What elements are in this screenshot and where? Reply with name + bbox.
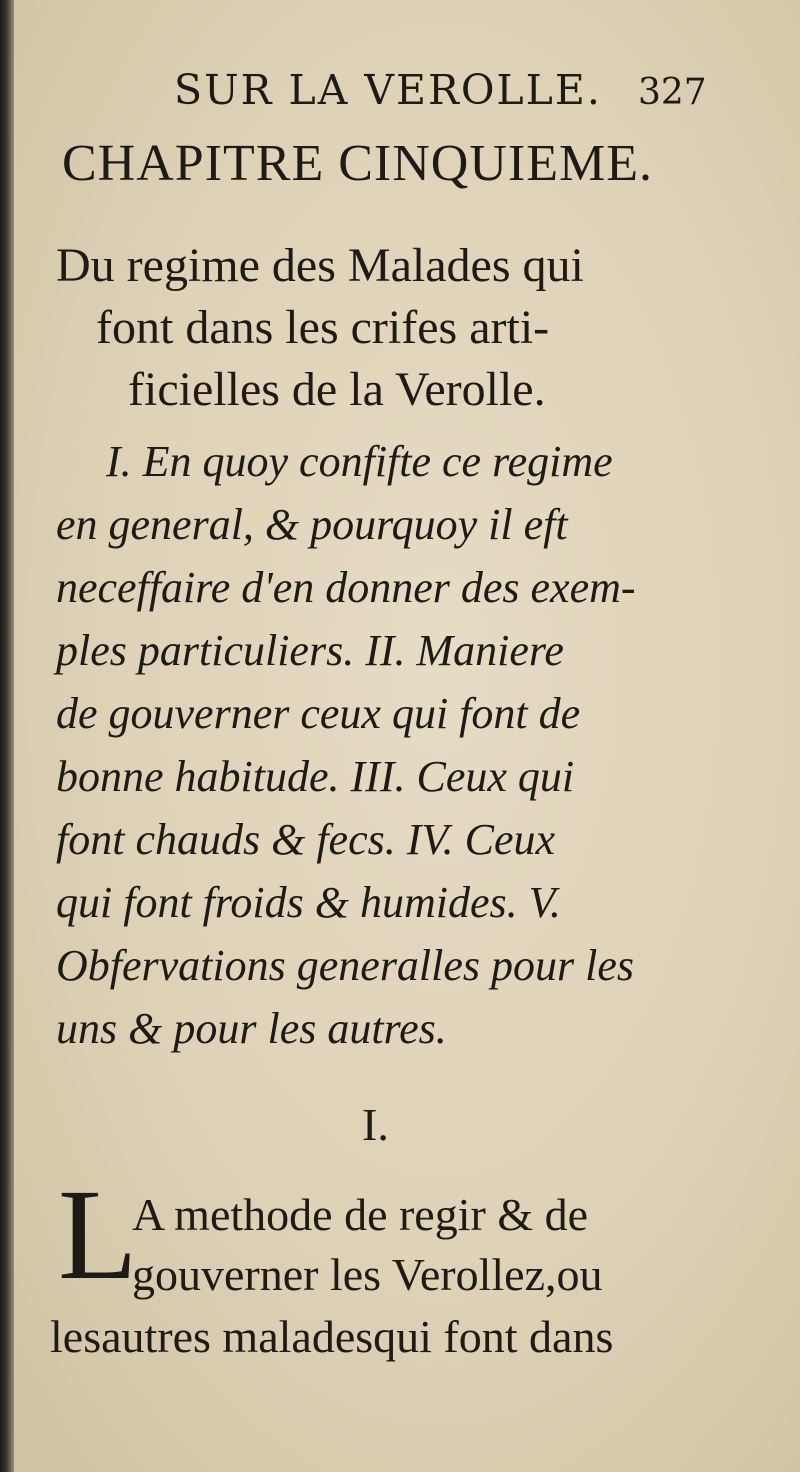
drop-cap-letter: L (58, 1163, 138, 1307)
chapter-summary-line: font chauds & fecs. IV. Ceux (56, 815, 555, 864)
chapter-summary-line: bonne habitude. III. Ceux qui (56, 752, 575, 801)
chapter-heading-line: Du regime des Malades qui (56, 239, 584, 292)
chapter-heading-line: ficielles de la Verolle. (128, 363, 546, 416)
chapter-summary-line: de gouverner ceux qui font de (56, 689, 581, 738)
chapter-heading-line: font dans les crifes arti- (96, 301, 550, 354)
chapter-summary-line: ples particuliers. II. Maniere (56, 626, 564, 675)
page-number: 327 (638, 72, 707, 113)
section-number: I. (362, 1099, 389, 1150)
chapter-summary-line: I. En quoy confifte ce regime (106, 437, 613, 486)
chapter-summary-line: neceffaire d'en donner des exem- (56, 563, 636, 612)
chapter-summary-line: qui font froids & humides. V. (56, 878, 561, 927)
running-head-title: SUR LA VEROLLE. (174, 66, 602, 114)
body-text-line: gouverner les Verollez,ou (132, 1249, 603, 1300)
chapter-summary-line: en general, & pourquoy il eft (56, 500, 568, 549)
page-gutter-shadow (0, 0, 14, 1472)
chapter-summary-line: Obfervations generalles pour les (56, 941, 635, 990)
chapter-title: CHAPITRE CINQUIEME. (62, 135, 653, 192)
body-text-line: A methode de regir & de (132, 1189, 589, 1240)
body-text-line: lesautres maladesqui font dans (50, 1311, 614, 1362)
chapter-summary-line: uns & pour les autres. (56, 1004, 447, 1053)
